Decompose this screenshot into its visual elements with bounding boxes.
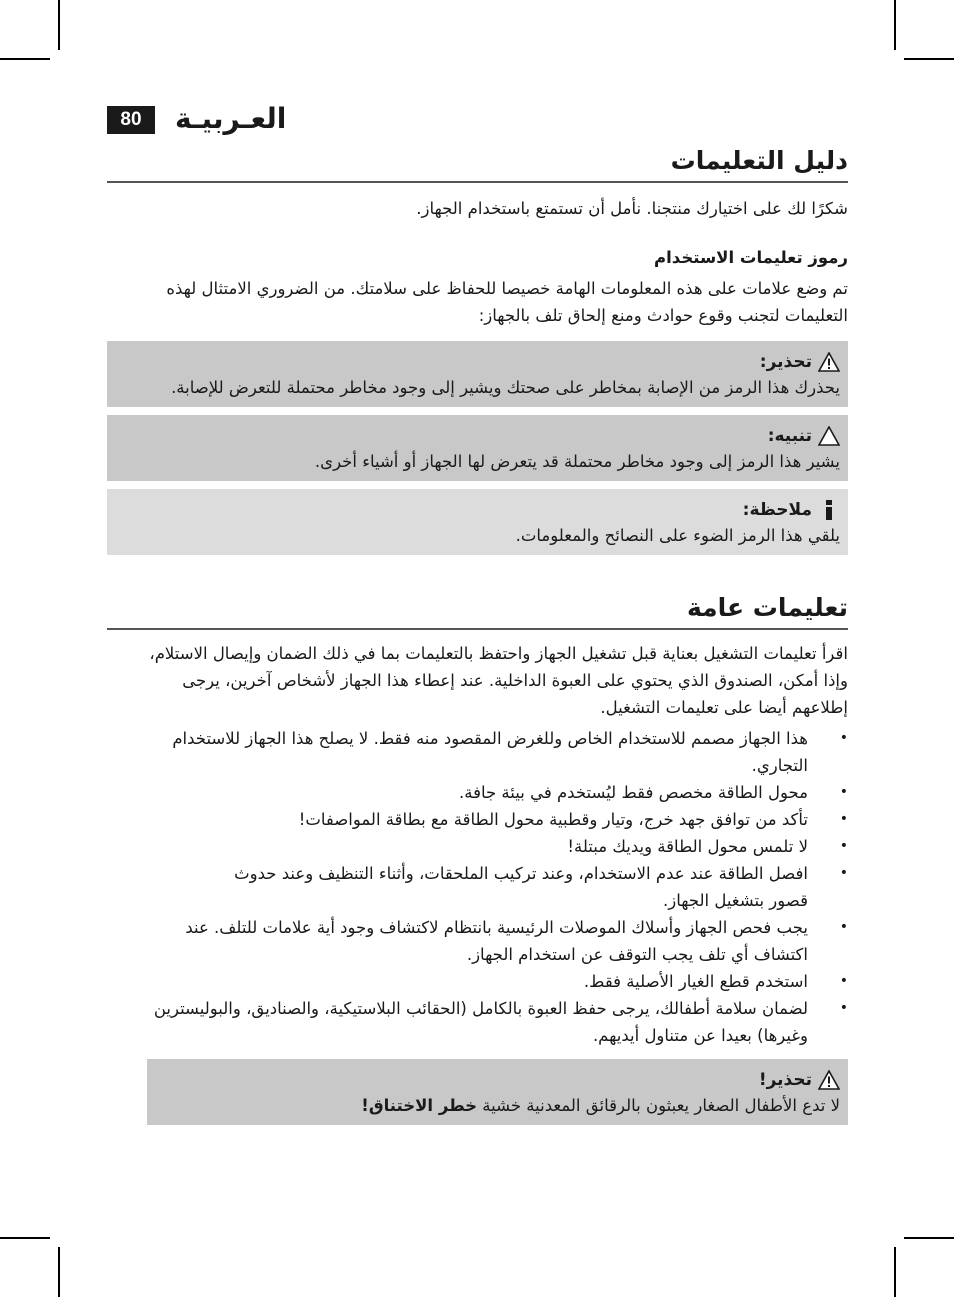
final-warning-text (155, 1093, 840, 1119)
final-warning-text-bold: خطر الاختناق! (361, 1096, 478, 1115)
general-list (107, 725, 848, 1049)
note-text: يلقي هذا الرمز الضوء على النصائح والمعلومات. (515, 526, 840, 545)
page-content (107, 146, 848, 1125)
caution-box (107, 415, 848, 481)
list-item (107, 968, 848, 995)
list-item (107, 860, 848, 914)
list-item-text: محول الطاقة مخصص فقط ليُستخدم في بيئة جافة. (458, 783, 808, 802)
general-intro: وإذا أمكن، الصندوق الذي يحتوي على العبوة الداخلية. عند إعطاء هذا الجهاز لأشخاص آخرين، يرجى (182, 671, 848, 690)
final-warning-label (155, 1067, 840, 1093)
list-item (107, 914, 848, 968)
language-title: العـربيـة (175, 102, 287, 135)
note-label (115, 497, 840, 523)
page-number: 80 (107, 106, 155, 134)
crop-mark (0, 58, 50, 60)
general-intro: إطلاعهم أيضا على تعليمات التشغيل. (600, 698, 848, 717)
final-warning-box (147, 1059, 848, 1125)
list-item-text: لا تلمس محول الطاقة ويديك مبتلة! (567, 837, 808, 856)
crop-mark (58, 1247, 60, 1297)
list-item-text: يجب فحص الجهاز وأسلاك الموصلات الرئيسية بانتظام لاكتشاف وجود أية علامات للتلف. عند (185, 918, 808, 937)
list-item-text: اكتشاف أي تلف يجب التوقف عن استخدام الجهاز. (466, 945, 808, 964)
warning-text: يحذرك هذا الرمز من الإصابة بمخاطر على صحتك ويشير إلى وجود مخاطر محتملة للتعرض للإصابة. (171, 378, 840, 397)
crop-mark (904, 1237, 954, 1239)
list-item-text: تأكد من توافق جهد خرج، وتيار وقطبية محول الطاقة مع بطاقة المواصفات! (298, 810, 808, 829)
info-icon (818, 499, 840, 521)
caution-triangle-icon (818, 426, 840, 446)
symbols-heading: رموز تعليمات الاستخدام (654, 248, 848, 267)
list-item-text: قصور بتشغيل الجهاز. (662, 891, 808, 910)
section-title-general: تعليمات عامة (107, 593, 848, 630)
bullet: • (839, 973, 848, 989)
page-header (107, 104, 848, 138)
list-item-text: وغيرها) بعيدا عن متناول أيديهم. (592, 1026, 808, 1045)
bullet: • (839, 730, 848, 746)
list-item (107, 779, 848, 806)
crop-mark (0, 1237, 50, 1239)
warning-triangle-icon (818, 352, 840, 372)
warning-box (107, 341, 848, 407)
warning-label (115, 349, 840, 375)
note-label-text: ملاحظة: (742, 500, 812, 520)
warning-triangle-icon (818, 1070, 840, 1090)
list-item (107, 806, 848, 833)
section-title-manual: دليل التعليمات (107, 146, 848, 183)
symbols-text: التعليمات لتجنب وقوع حوادث ومنع إلحاق تلف بالجهاز: (478, 306, 848, 325)
list-item (107, 725, 848, 779)
list-item-text: افصل الطاقة عند عدم الاستخدام، وعند تركيب الملحقات، وأثناء التنظيف وعند حدوث (234, 864, 808, 883)
intro-text: شكرًا لك على اختيارك منتجنا. نأمل أن تستمتع باستخدام الجهاز. (416, 199, 848, 218)
list-item-text: استخدم قطع الغيار الأصلية فقط. (583, 972, 808, 991)
warning-label-text: تحذير: (759, 352, 812, 372)
list-item (107, 995, 848, 1049)
note-box (107, 489, 848, 555)
bullet: • (839, 865, 848, 881)
list-item (107, 833, 848, 860)
caution-label-text: تنبيه: (767, 426, 812, 446)
bullet: • (839, 784, 848, 800)
list-item-text: هذا الجهاز مصمم للاستخدام الخاص وللغرض المقصود منه فقط. لا يصلح هذا الجهاز للاستخدام (172, 729, 808, 748)
bullet: • (839, 1000, 848, 1016)
general-intro: اقرأ تعليمات التشغيل بعناية قبل تشغيل الجهاز واحتفظ بالتعليمات بما في ذلك الضمان وإيصال الاستلام، (149, 644, 848, 663)
crop-mark (894, 1247, 896, 1297)
final-warning-label-text: تحذير! (758, 1070, 812, 1090)
bullet: • (839, 838, 848, 854)
bullet: • (839, 811, 848, 827)
list-item-text: التجاري. (751, 756, 808, 775)
list-item-text: لضمان سلامة أطفالك، يرجى حفظ العبوة بالكامل (الحقائب البلاستيكية، والصناديق، والبوليسترين (153, 999, 808, 1018)
caution-text: يشير هذا الرمز إلى وجود مخاطر محتملة قد يتعرض لها الجهاز أو أشياء أخرى. (314, 452, 840, 471)
crop-mark (894, 0, 896, 50)
crop-mark (904, 58, 954, 60)
crop-mark (58, 0, 60, 50)
bullet: • (839, 919, 848, 935)
caution-label (115, 423, 840, 449)
final-warning-text-normal: لا تدع الأطفال الصغار يعبثون بالرقائق المعدنية خشية (482, 1096, 840, 1115)
symbols-text: تم وضع علامات على هذه المعلومات الهامة خصيصا للحفاظ على سلامتك. من الضروري الامتثال لهذه (166, 279, 848, 298)
